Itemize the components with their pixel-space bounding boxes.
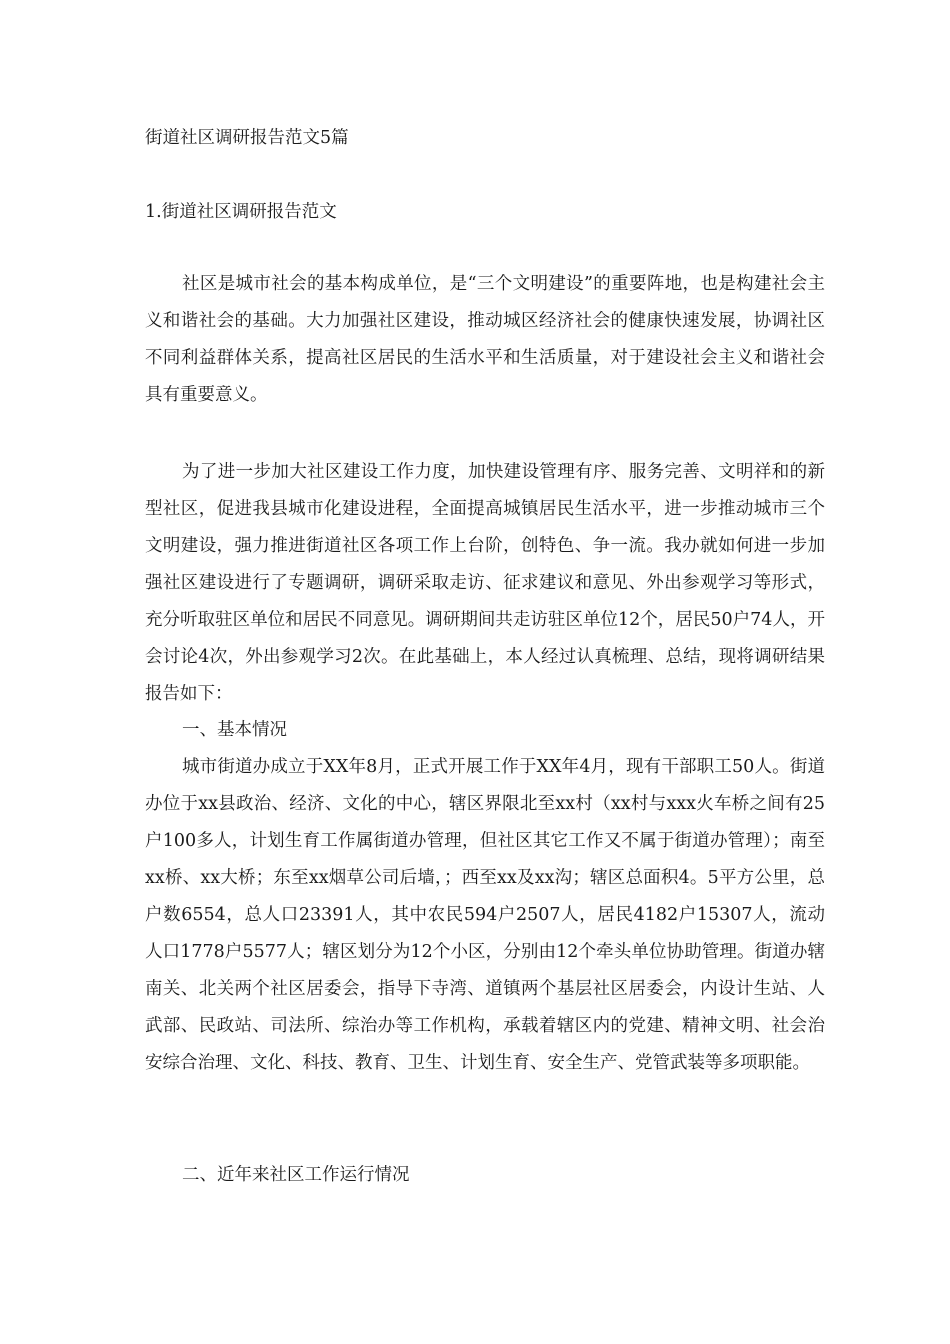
paragraph-intro: 社区是城市社会的基本构成单位，是“三个文明建设”的重要阵地，也是构建社会主义和谐社会的基础。大力加强社区建设，推动城区经济社会的健康快速发展，协调社区不同利益群体关系，提高社区居民的生活水平和生活质量，对于建设社会主义和谐社会具有重要意义。 — [145, 274, 825, 405]
section-heading-basic-situation: 一、基本情况 — [182, 720, 287, 740]
document-title: 街道社区调研报告范文5篇 — [145, 128, 349, 148]
section-heading-recent-work: 二、近年来社区工作运行情况 — [182, 1165, 410, 1185]
paragraph-purpose: 为了进一步加大社区建设工作力度，加快建设管理有序、服务完善、文明祥和的新型社区，促进我县城市化建设进程，全面提高城镇居民生活水平，进一步推动城市三个文明建设，强力推进街道社区各项工作上台阶，创特色、争一流。我办就如何进一步加强社区建设进行了专题调研，调研采取走访、征求建议和意见、外出参观学习等形式，充分听取驻区单位和居民不同意见。调研期间共走访驻区单位12个，居民50户74人，开会讨论4次，外出参观学习2次。在此基础上，本人经过认真梳理、总结，现将调研结果报告如下： — [145, 462, 825, 704]
article-heading: 1.街道社区调研报告范文 — [145, 202, 337, 222]
paragraph-basic-situation: 城市街道办成立于XX年8月，正式开展工作于XX年4月，现有干部职工50人。街道办位于xx县政治、经济、文化的中心，辖区界限北至xx村（xx村与xxx火车桥之间有25户100多人，计划生育工作属街道办管理，但社区其它工作又不属于街道办管理）；南至xx桥、xx大桥；东至xx烟草公司后墙，；西至xx及xx沟；辖区总面积4。5平方公里，总户数6554，总人口23391人，其中农民594户2507人，居民4182户15307人，流动人口1778户5577人；辖区划分为12个小区，分别由12个牵头单位协助管理。街道办辖南关、北关两个社区居委会，指导下寺湾、道镇两个基层社区居委会，内设计生站、人武部、民政站、司法所、综治办等工作机构，承载着辖区内的党建、精神文明、社会治安综合治理、文化、科技、教育、卫生、计划生育、安全生产、党管武装等多项职能。 — [145, 757, 825, 1073]
